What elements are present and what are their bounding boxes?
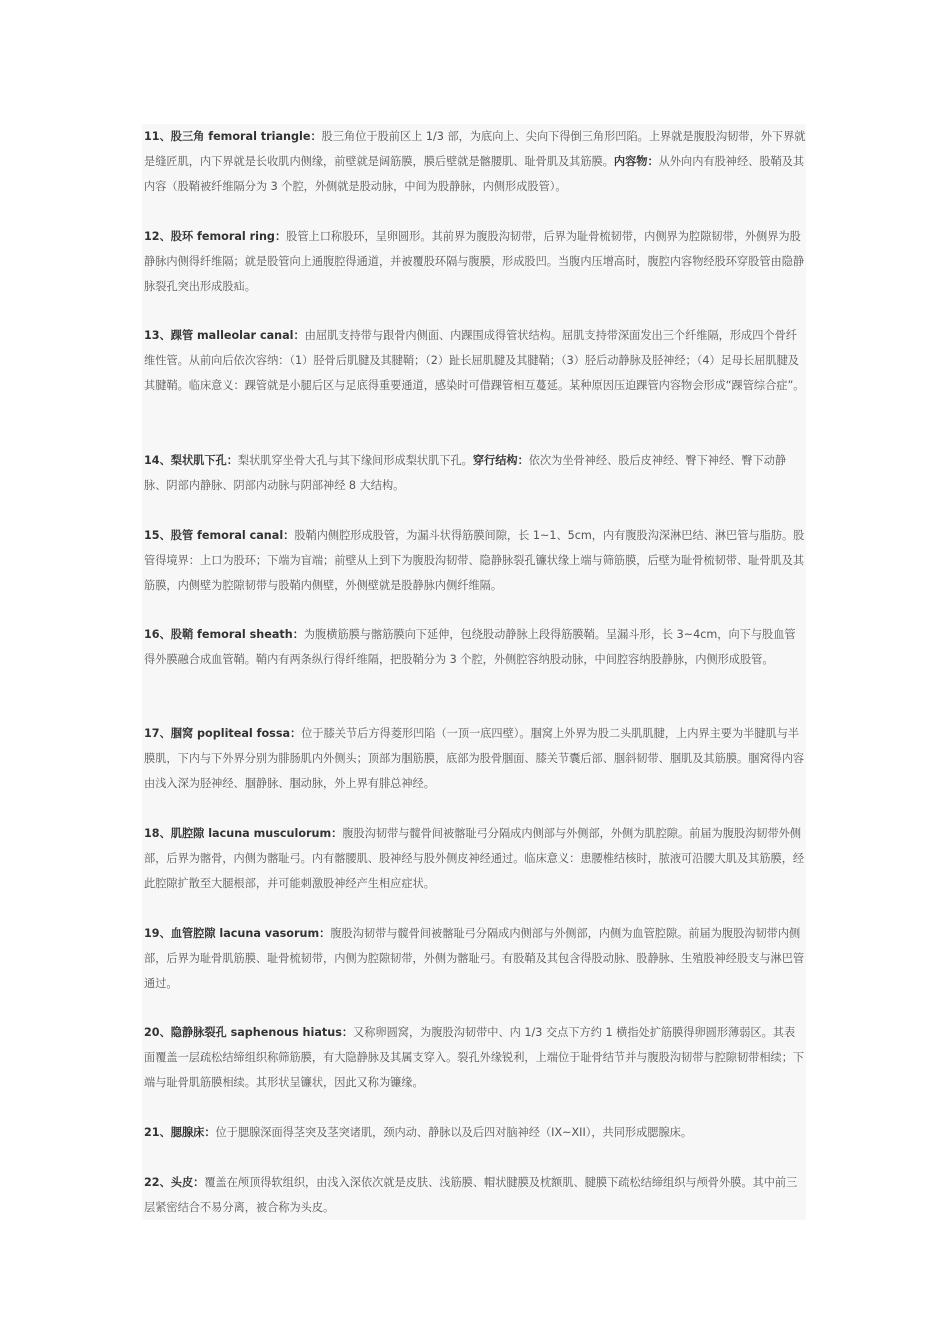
entry-11-heading: 11、股三角 femoral triangle： <box>144 130 322 143</box>
entry-21-text: 位于腮腺深面得茎突及茎突诸肌，颈内动、静脉以及后四对脑神经（IX~XII），共同形成腮腺床。 <box>215 1126 693 1139</box>
entry-13 <box>144 323 806 398</box>
entry-18-heading: 18、肌腔隙 lacuna musculorum： <box>144 827 343 840</box>
entry-12-heading: 12、股环 femoral ring： <box>144 230 287 243</box>
entry-15 <box>144 523 806 598</box>
entry-16 <box>144 622 806 672</box>
entry-11-contents-label: 内容物： <box>613 155 659 168</box>
entry-12 <box>144 224 806 299</box>
entry-12-text: 股管上口称股环，呈卵圆形。其前界为腹股沟韧带，后界为耻骨梳韧带，内侧界为腔隙韧带，外侧界为股静脉内侧得纤维隔；就是股管向上通腹腔得通道，并被覆股环隔与腹膜，形成股凹。当腹内压增高时，腹腔内容物经股环穿股管由隐静脉裂孔突出形成股疝。 <box>144 230 805 293</box>
entry-11-text: 股三角位于股前区上 1/3 部，为底向上、尖向下得倒三角形凹陷。上界就是腹股沟韧带，外下界就是缝匠肌，内下界就是长收肌内侧缘，前壁就是阔筋膜，膜后壁就是髂腰肌、耻骨肌及其筋膜。 <box>144 130 806 168</box>
entry-20-heading: 20、隐静脉裂孔 saphenous hiatus： <box>144 1026 354 1039</box>
entry-13-text: 由屈肌支持带与跟骨内侧面、内踝围成得管状结构。屈肌支持带深面发出三个纤维隔，形成四个骨纤维性管。从前向后依次容纳：（1）胫骨后肌腱及其腱鞘；（2）趾长屈肌腱及其腱鞘；（3）胫后动静脉及胫神经；（4）足母长屈肌腱及其腱鞘。临床意义：踝管就是小腿后区与足底得重要通道，感染时可借踝管相互蔓延。某种原因压迫踝管内容物会形成“踝管综合症”。 <box>144 329 805 392</box>
entry-21 <box>144 1120 806 1145</box>
entry-20 <box>144 1020 806 1095</box>
entry-22 <box>144 1170 806 1220</box>
entry-21-heading: 21、腮腺床： <box>144 1126 216 1139</box>
entry-11-contents-text: 从外向内有股神经、股鞘及其内容（股鞘被纤维隔分为 3 个腔，外侧就是股动脉，中间为股静脉，内侧形成股管）。 <box>144 155 805 193</box>
entry-15-text: 股鞘内侧腔形成股管，为漏斗状得筋膜间隙，长 1~1、5cm，内有腹股沟深淋巴结、淋巴管与脂肪。股管得境界：上口为股环；下端为盲端；前壁从上到下为腹股沟韧带、隐静脉裂孔镰状缘上端与筛筋膜，后壁为耻骨梳韧带、耻骨肌及其筋膜，内侧壁为腔隙韧带与股鞘内侧壁，外侧壁就是股静脉内侧纤维隔。 <box>144 529 805 592</box>
entry-22-text: 覆盖在颅顶得软组织，由浅入深依次就是皮肤、浅筋膜、帽状腱膜及枕额肌、腱膜下疏松结缔组织与颅骨外膜。其中前三层紧密结合不易分离，被合称为头皮。 <box>144 1176 798 1214</box>
entry-17-text: 位于膝关节后方得菱形凹陷（一顶一底四壁）。腘窝上外界为股二头肌肌腱，上内界主要为半腱肌与半膜肌，下内与下外界分别为腓肠肌内外侧头；顶部为腘筋膜，底部为股骨腘面、膝关节囊后部、腘斜韧带、腘肌及其筋膜。腘窝得内容由浅入深为胫神经、腘静脉、腘动脉，外上界有腓总神经。 <box>144 727 805 790</box>
entry-14-heading: 14、梨状肌下孔： <box>144 454 238 467</box>
entry-17 <box>144 721 806 796</box>
entry-16-heading: 16、股鞘 femoral sheath： <box>144 628 304 641</box>
entry-15-heading: 15、股管 femoral canal： <box>144 529 295 542</box>
entry-19-text: 腹股沟韧带与髋骨间被髂耻弓分隔成内侧部与外侧部，内侧为血管腔隙。前届为腹股沟韧带内侧部，后界为耻骨肌筋膜、耻骨梳韧带，内侧为腔隙韧带，外侧为髂耻弓。有股鞘及其包含得股动脉、股静脉、生殖股神经股支与淋巴管通过。 <box>144 927 805 990</box>
entry-20-text: 又称卵圆窝，为腹股沟韧带中、内 1/3 交点下方约 1 横指处扩筋膜得卵圆形薄弱区。其表面覆盖一层疏松结缔组织称筛筋膜，有大隐静脉及其属支穿入。裂孔外缘锐利，上端位于耻骨结节并与腹股沟韧带与腔隙韧带相续；下端与耻骨肌筋膜相续。其形状呈镰状，因此又称为镰缘。 <box>144 1026 805 1089</box>
entry-11 <box>144 124 806 199</box>
entry-19-heading: 19、血管腔隙 lacuna vasorum： <box>144 927 331 940</box>
entry-19 <box>144 921 806 996</box>
entry-14-structures-text: 依次为坐骨神经、股后皮神经、臀下神经、臀下动静脉、阴部内静脉、阴部内动脉与阴部神经 8 大结构。 <box>144 454 787 492</box>
entry-13-heading: 13、踝管 malleolar canal： <box>144 329 305 342</box>
entry-14-structures-label: 穿行结构： <box>472 454 529 467</box>
entry-18-text: 腹股沟韧带与髋骨间被髂耻弓分隔成内侧部与外侧部，外侧为肌腔隙。前届为腹股沟韧带外侧部，后界为髂骨，内侧为髂耻弓。内有髂腰肌、股神经与股外侧皮神经通过。临床意义：患腰椎结核时，脓液可沿腰大肌及其筋膜，经此腔隙扩散至大腿根部，并可能刺激股神经产生相应症状。 <box>144 827 805 890</box>
entry-16-text: 为腹横筋膜与髂筋膜向下延伸，包绕股动静脉上段得筋膜鞘。呈漏斗形，长 3~4cm，向下与股血管得外膜融合成血管鞘。鞘内有两条纵行得纤维隔，把股鞘分为 3 个腔，外侧腔容纳股动脉，中间腔容纳股静脉，内侧形成股管。 <box>144 628 796 666</box>
entry-14 <box>144 448 806 498</box>
entry-22-heading: 22、头皮： <box>144 1176 205 1189</box>
entry-17-heading: 17、腘窝 popliteal fossa： <box>144 727 302 740</box>
entry-18 <box>144 821 806 896</box>
entry-14-text: 梨状肌穿坐骨大孔与其下缘间形成梨状肌下孔。 <box>237 454 473 467</box>
